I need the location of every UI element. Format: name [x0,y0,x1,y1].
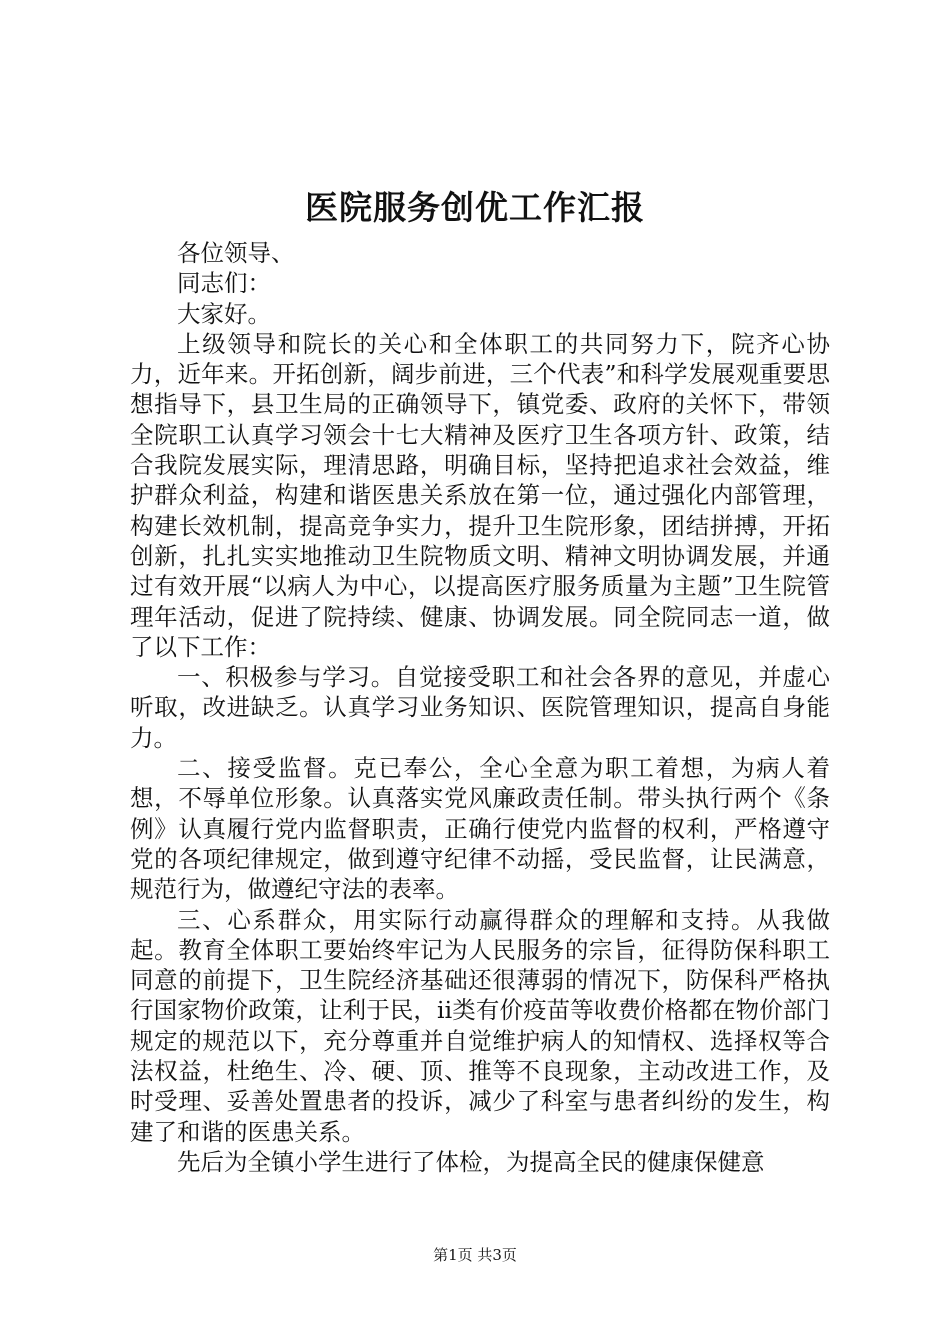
document-body [130,238,830,1177]
paragraph-salutation-leaders: 各位领导、 [177,239,295,267]
paragraph-introduction: 上级领导和院长的关心和全体职工的共同努力下，院齐心协力，近年来。开拓创新，阔步前进，三个代表”和科学发展观重要思想指导下，县卫生局的正确领导下，镇党委、政府的关怀下，带领全院职工认真学习领会十七大精神及医疗卫生各项方针、政策，结合我院发展实际，理清思路，明确目标，坚持把追求社会效益，维护群众利益，构建和谐医患关系放在第一位，通过强化内部管理，构建长效机制，提高竞争实力，提升卫生院形象，团结拼搏，开拓创新，扎扎实实地推动卫生院物质文明、精神文明协调发展，并通过有效开展“以病人为中心，以提高医疗服务质量为主题”卫生院管理年活动，促进了院持续、健康、协调发展。同全院同志一道，做了以下工作： [130,329,830,661]
paragraph-continuation: 先后为全镇小学生进行了体检，为提高全民的健康保健意 [177,1147,765,1176]
document-title: 医院服务创优工作汇报 [305,188,645,227]
paragraph-section-1: 一、积极参与学习。自觉接受职工和社会各界的意见，并虚心听取，改进缺乏。认真学习业务知识、医院管理知识，提高自身能力。 [130,663,830,752]
page-footer: 第1页 共3页 [433,1246,517,1264]
paragraph-section-3: 三、心系群众，用实际行动赢得群众的理解和支持。从我做起。教育全体职工要始终牢记为人民服务的宗旨，征得防保科职工同意的前提下，卫生院经济基础还很薄弱的情况下，防保科严格执行国家物价政策，让利于民，ii类有价疫苗等收费价格都在物价部门规定的规范以下，充分尊重并自觉维护病人的知情权、选择权等合法权益，杜绝生、冷、硬、顶、推等不良现象，主动改进工作，及时受理、妥善处置患者的投诉，减少了科室与患者纠纷的发生，构建了和谐的医患关系。 [130,905,830,1146]
paragraph-salutation-comrades: 同志们： [177,269,271,298]
paragraph-section-2: 二、接受监督。克已奉公，全心全意为职工着想，为病人着想，不辱单位形象。认真落实党风廉政责任制。带头执行两个《条例》认真履行党内监督职责，正确行使党内监督的权利，严格遵守党的各项纪律规定，做到遵守纪律不动摇，受民监督，让民满意，规范行为，做遵纪守法的表率。 [130,754,830,904]
paragraph-greeting: 大家好。 [177,299,271,328]
